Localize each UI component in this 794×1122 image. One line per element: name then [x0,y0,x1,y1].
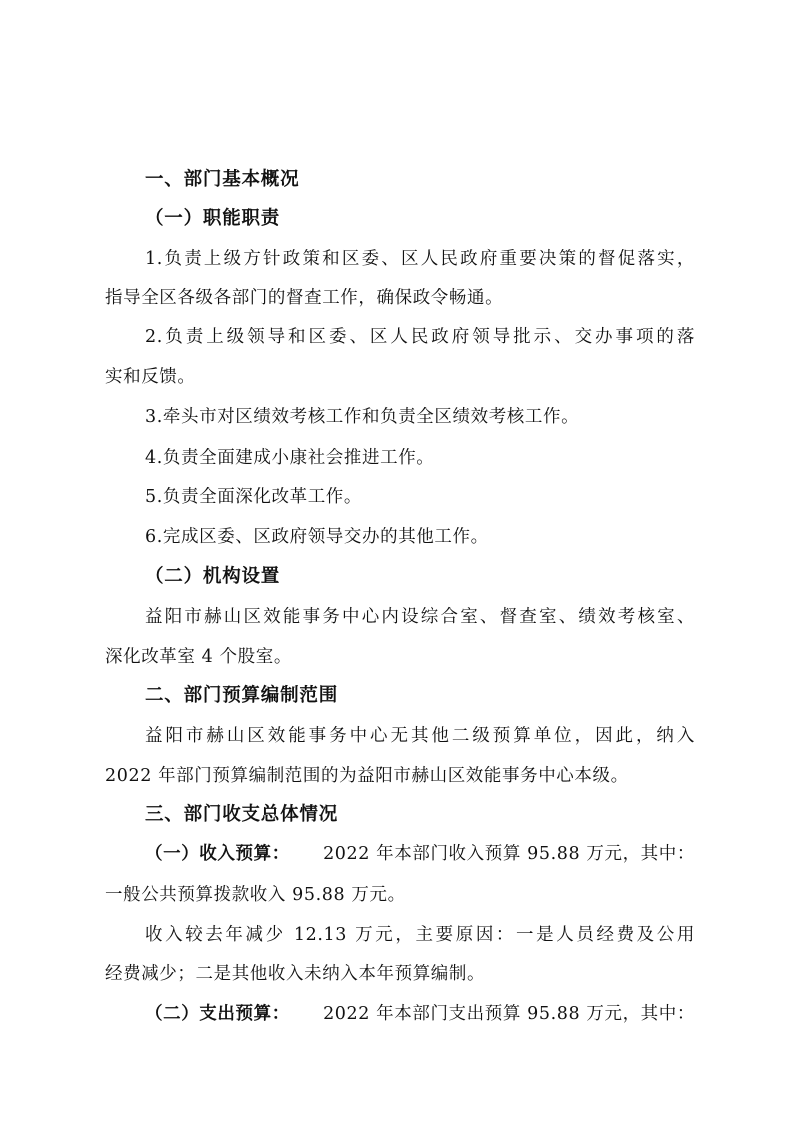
income-budget-line-2: 一般公共预算拨款收入 95.88 万元。 [105,885,406,905]
expense-budget-label: （二）支出预算： [145,1004,290,1024]
duty-6: 6.完成区委、区政府领导交办的其他工作。 [145,527,489,547]
income-budget-label: （一）收入预算： [145,844,290,864]
subheading-functions: （一）职能职责 [145,208,281,229]
scope-line-2: 2022 年部门预算编制范围的为益阳市赫山区效能事务中心本级。 [105,766,629,786]
expense-budget-text: 2022 年本部门支出预算 95.88 万元，其中： [323,1004,695,1024]
duty-1-line-2: 指导全区各级各部门的督查工作，确保政令畅通。 [105,288,504,308]
scope-line-1: 益阳市赫山区效能事务中心无其他二级预算单位，因此，纳入 [145,726,695,746]
subheading-organization: （二）机构设置 [145,566,281,587]
duty-3: 3.牵头市对区绩效考核工作和负责全区绩效考核工作。 [145,407,580,427]
duty-2-line-2: 实和反馈。 [105,367,196,387]
income-budget-line-1 [145,842,695,866]
income-budget-text: 2022 年本部门收入预算 95.88 万元，其中： [323,844,695,864]
section-heading-basic-overview: 一、部门基本概况 [145,169,300,190]
duty-2-line-1: 2.负责上级领导和区委、区人民政府领导批示、交办事项的落 [145,327,695,347]
duty-5: 5.负责全面深化改革工作。 [145,487,362,507]
section-heading-budget-scope: 二、部门预算编制范围 [145,685,339,706]
expense-budget-line-1 [145,1002,695,1026]
duty-1-line-1: 1.负责上级方针政策和区委、区人民政府重要决策的督促落实， [145,249,695,269]
section-heading-overall-revenue-expenditure: 三、部门收支总体情况 [145,804,339,825]
org-line-2: 深化改革室 4 个股室。 [105,647,292,667]
org-line-1: 益阳市赫山区效能事务中心内设综合室、督查室、绩效考核室、 [145,607,695,627]
income-change-line-2: 经费减少；二是其他收入未纳入本年预算编制。 [105,964,486,984]
duty-4: 4.负责全面建成小康社会推进工作。 [145,448,435,468]
income-change-line-1: 收入较去年减少 12.13 万元，主要原因：一是人员经费及公用 [145,925,695,945]
